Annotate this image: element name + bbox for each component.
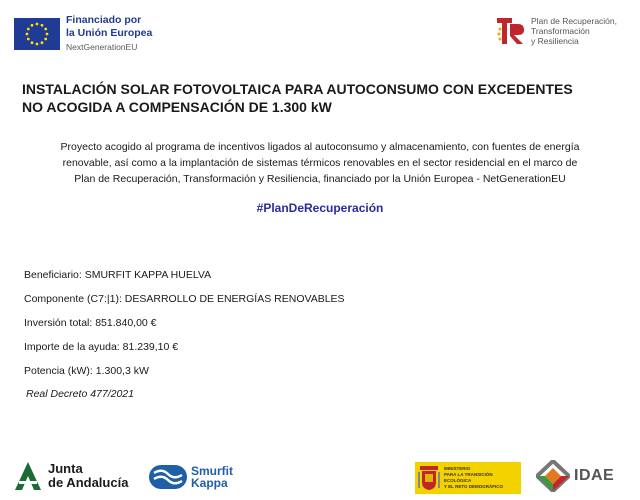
- idae-logo: [536, 460, 614, 492]
- prtr-logo-line1: Plan de Recuperación,: [531, 16, 618, 26]
- ministerio-transicion-ecologica-logo: [415, 462, 521, 494]
- junta-andalucia-icon: [14, 461, 42, 491]
- aid-amount-field: Importe de la ayuda: 81.239,10 €: [24, 341, 179, 353]
- ministerio-line2: PARA LA TRANSICIÓN ECOLÓGICA: [444, 472, 493, 483]
- eu-logo-line3: NextGenerationEU: [66, 42, 138, 52]
- hashtag: #PlanDeRecuperación: [256, 201, 384, 215]
- smurfit-kappa-icon: [148, 464, 188, 490]
- idae-icon: [536, 460, 570, 492]
- description-line1: Proyecto acogido al programa de incentivos ligados al autoconsumo y almacenamiento, con fuentes de energía: [60, 141, 580, 153]
- prtr-logo: [496, 16, 617, 46]
- component-field: Componente (C7:|1): DESARROLLO DE ENERGÍAS RENOVABLES: [24, 293, 345, 305]
- total-investment-field: Inversión total: 851.840,00 €: [24, 317, 157, 329]
- eu-funding-logo: [14, 14, 152, 54]
- beneficiary-field: Beneficiario: SMURFIT KAPPA HUELVA: [24, 269, 212, 281]
- smurfit-line2: Kappa: [191, 476, 228, 490]
- prtr-logo-line3: y Resiliencia: [531, 36, 579, 46]
- eu-flag-icon: [14, 18, 60, 50]
- junta-line1: Junta: [48, 461, 83, 476]
- spain-coat-of-arms-icon: [418, 465, 440, 491]
- prtr-logo-line2: Transformación: [531, 26, 590, 36]
- description-line2: renovable, así como a la implantación de sistemas térmicos renovables en el sector residencial en el marco de: [62, 157, 578, 169]
- project-description: [18, 139, 622, 187]
- junta-line2: de Andalucía: [48, 475, 129, 490]
- power-field: Potencia (kW): 1.300,3 kW: [24, 365, 149, 377]
- junta-andalucia-logo: [14, 461, 128, 491]
- eu-logo-line1: Financiado por: [66, 14, 142, 26]
- ministerio-line1: MINISTERIO: [444, 466, 471, 471]
- title-line1: INSTALACIÓN SOLAR FOTOVOLTAICA PARA AUTOCONSUMO CON EXCEDENTES: [22, 81, 573, 97]
- idae-label: IDAE: [574, 467, 615, 484]
- royal-decree: Real Decreto 477/2021: [26, 388, 134, 400]
- description-line3: Plan de Recuperación, Transformación y Resiliencia, financiado por la Unión Europea - NetGenerationEU: [74, 173, 566, 185]
- project-details: [24, 269, 345, 400]
- tr-monogram-icon: [496, 16, 526, 46]
- title-line2: NO ACOGIDA A COMPENSACIÓN DE 1.300 kW: [22, 99, 332, 115]
- document-title: [22, 80, 622, 116]
- ministerio-line3: Y EL RETO DEMOGRÁFICO: [444, 484, 504, 489]
- smurfit-kappa-logo: [148, 464, 233, 490]
- smurfit-line1: Smurfit: [191, 464, 233, 478]
- eu-logo-line2: la Unión Europea: [66, 27, 153, 39]
